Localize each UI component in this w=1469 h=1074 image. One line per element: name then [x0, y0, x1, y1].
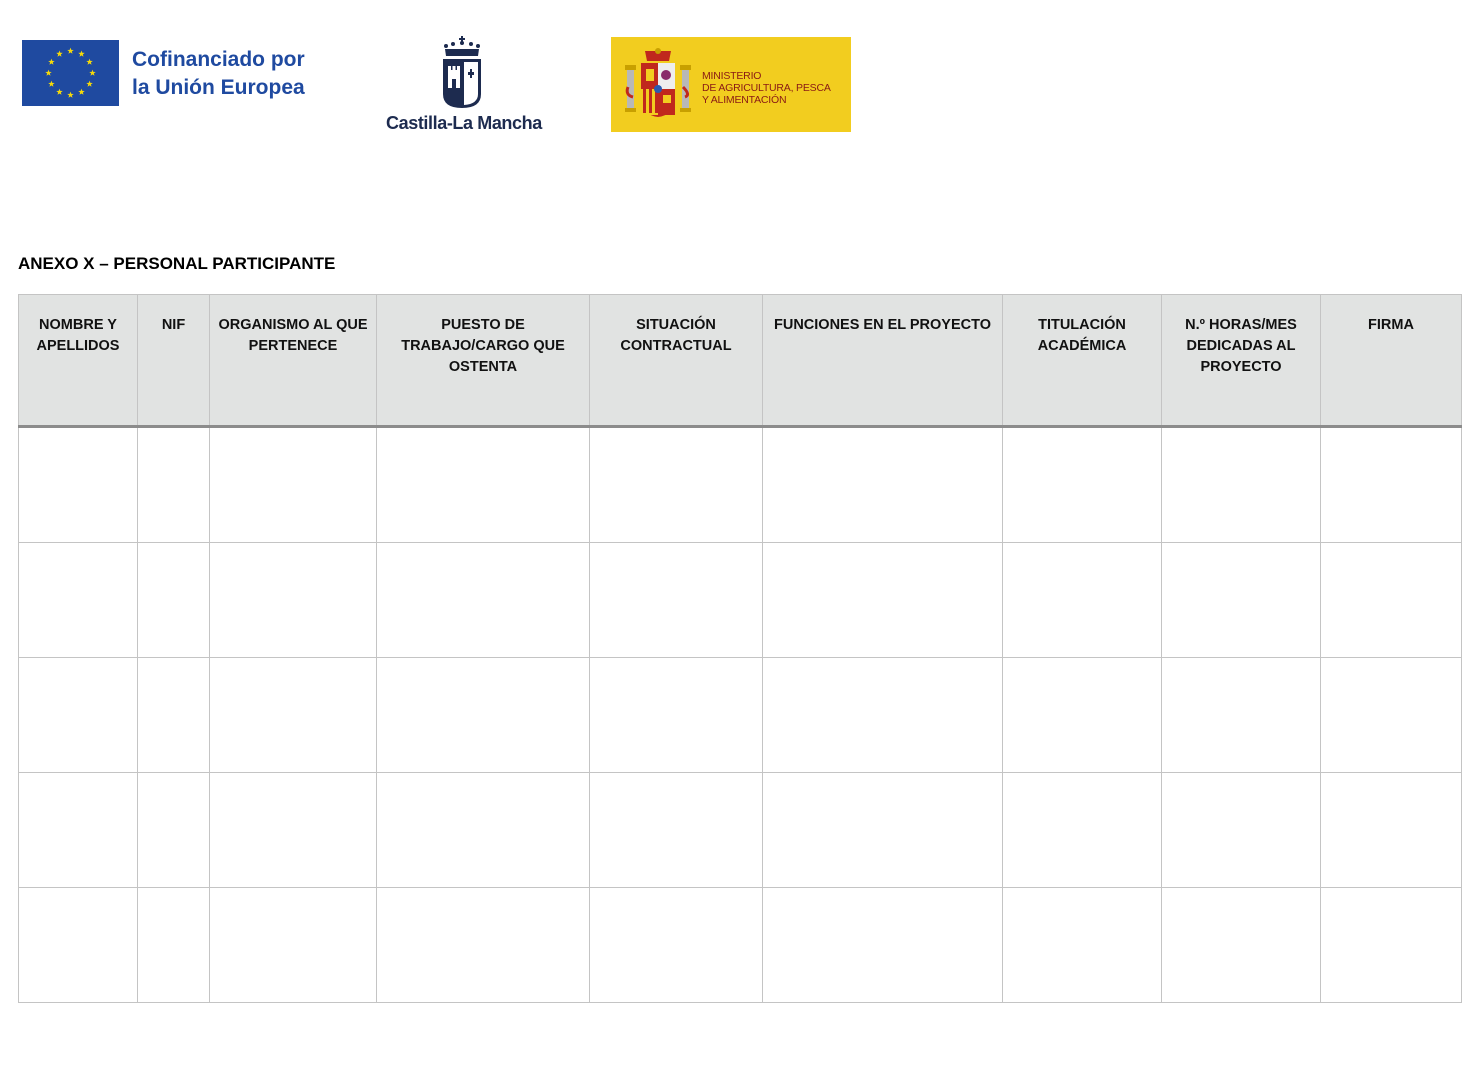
table-cell[interactable]	[1162, 543, 1321, 658]
table-cell[interactable]	[138, 658, 210, 773]
eu-logo-line1: Cofinanciado por	[132, 48, 305, 71]
column-header-funciones: FUNCIONES EN EL PROYECTO	[763, 295, 1003, 427]
table-cell[interactable]	[590, 888, 763, 1003]
personal-participante-table	[18, 294, 1462, 1003]
eu-star-icon	[48, 81, 54, 87]
eu-star-icon	[45, 70, 51, 76]
castilla-la-mancha-emblem-icon	[442, 36, 482, 110]
table-cell[interactable]	[377, 888, 590, 1003]
eu-star-icon	[56, 89, 62, 95]
eu-star-icon	[67, 92, 73, 98]
table-cell[interactable]	[19, 543, 138, 658]
table-cell[interactable]	[1003, 888, 1162, 1003]
column-header-nif: NIF	[138, 295, 210, 427]
table-cell[interactable]	[763, 427, 1003, 543]
table-cell[interactable]	[19, 888, 138, 1003]
table-row	[19, 658, 1462, 773]
table-cell[interactable]	[1003, 543, 1162, 658]
table-cell[interactable]	[377, 773, 590, 888]
table-cell[interactable]	[763, 888, 1003, 1003]
table-cell[interactable]	[590, 658, 763, 773]
table-cell[interactable]	[1162, 773, 1321, 888]
eu-star-icon	[67, 48, 73, 54]
table-header-row	[19, 295, 1462, 427]
table-cell[interactable]	[138, 427, 210, 543]
table-cell[interactable]	[138, 888, 210, 1003]
table-cell[interactable]	[1321, 543, 1462, 658]
table-row	[19, 888, 1462, 1003]
table-cell[interactable]	[590, 543, 763, 658]
table-cell[interactable]	[763, 773, 1003, 888]
column-header-organismo: ORGANISMO AL QUE PERTENECE	[210, 295, 377, 427]
table-cell[interactable]	[138, 773, 210, 888]
table-row	[19, 427, 1462, 543]
table-cell[interactable]	[19, 427, 138, 543]
ministerio-line3: Y ALIMENTACIÓN	[702, 94, 787, 106]
annex-title: ANEXO X – PERSONAL PARTICIPANTE	[18, 254, 336, 273]
column-header-nombre: NOMBRE Y APELLIDOS	[19, 295, 138, 427]
column-header-titulacion: TITULACIÓN ACADÉMICA	[1003, 295, 1162, 427]
table-cell[interactable]	[1321, 773, 1462, 888]
table-cell[interactable]	[19, 658, 138, 773]
column-header-puesto: PUESTO DE TRABAJO/CARGO QUE OSTENTA	[377, 295, 590, 427]
table-cell[interactable]	[1003, 773, 1162, 888]
ministerio-agricultura-logo	[611, 37, 851, 132]
spain-coat-of-arms-icon	[625, 47, 691, 123]
table-cell[interactable]	[1162, 658, 1321, 773]
table-cell[interactable]	[763, 658, 1003, 773]
eu-star-icon	[78, 51, 84, 57]
table-cell[interactable]	[763, 543, 1003, 658]
eu-star-icon	[56, 51, 62, 57]
table-cell[interactable]	[1162, 427, 1321, 543]
table-cell[interactable]	[138, 543, 210, 658]
eu-star-icon	[86, 81, 92, 87]
table-cell[interactable]	[210, 773, 377, 888]
table-cell[interactable]	[210, 658, 377, 773]
column-header-situacion: SITUACIÓN CONTRACTUAL	[590, 295, 763, 427]
eu-cofinancing-logo	[22, 40, 322, 108]
table-row	[19, 543, 1462, 658]
table-cell[interactable]	[210, 888, 377, 1003]
column-header-horas: N.º HORAS/MES DEDICADAS AL PROYECTO	[1162, 295, 1321, 427]
table-cell[interactable]	[377, 427, 590, 543]
table-cell[interactable]	[1162, 888, 1321, 1003]
eu-flag-icon	[22, 40, 119, 106]
table-cell[interactable]	[19, 773, 138, 888]
ministerio-line2: DE AGRICULTURA, PESCA	[702, 82, 831, 94]
table-cell[interactable]	[590, 427, 763, 543]
table-cell[interactable]	[1003, 427, 1162, 543]
eu-star-icon	[48, 59, 54, 65]
ministerio-line1: MINISTERIO	[702, 70, 762, 82]
table-cell[interactable]	[1321, 658, 1462, 773]
table-cell[interactable]	[1321, 888, 1462, 1003]
ministerio-name	[702, 70, 831, 106]
table-cell[interactable]	[590, 773, 763, 888]
eu-star-icon	[86, 59, 92, 65]
eu-star-icon	[78, 89, 84, 95]
table-cell[interactable]	[1003, 658, 1162, 773]
castilla-la-mancha-logo	[386, 36, 540, 136]
table-cell[interactable]	[210, 543, 377, 658]
table-cell[interactable]	[377, 658, 590, 773]
table-row	[19, 773, 1462, 888]
table-cell[interactable]	[377, 543, 590, 658]
table-cell[interactable]	[1321, 427, 1462, 543]
table-body	[19, 427, 1462, 1003]
table-cell[interactable]	[210, 427, 377, 543]
column-header-firma: FIRMA	[1321, 295, 1462, 427]
castilla-la-mancha-name: Castilla-La Mancha	[386, 113, 542, 133]
eu-stars-icon	[22, 40, 119, 106]
eu-logo-text	[132, 46, 305, 102]
eu-star-icon	[89, 70, 95, 76]
eu-logo-line2: la Unión Europea	[132, 76, 305, 99]
